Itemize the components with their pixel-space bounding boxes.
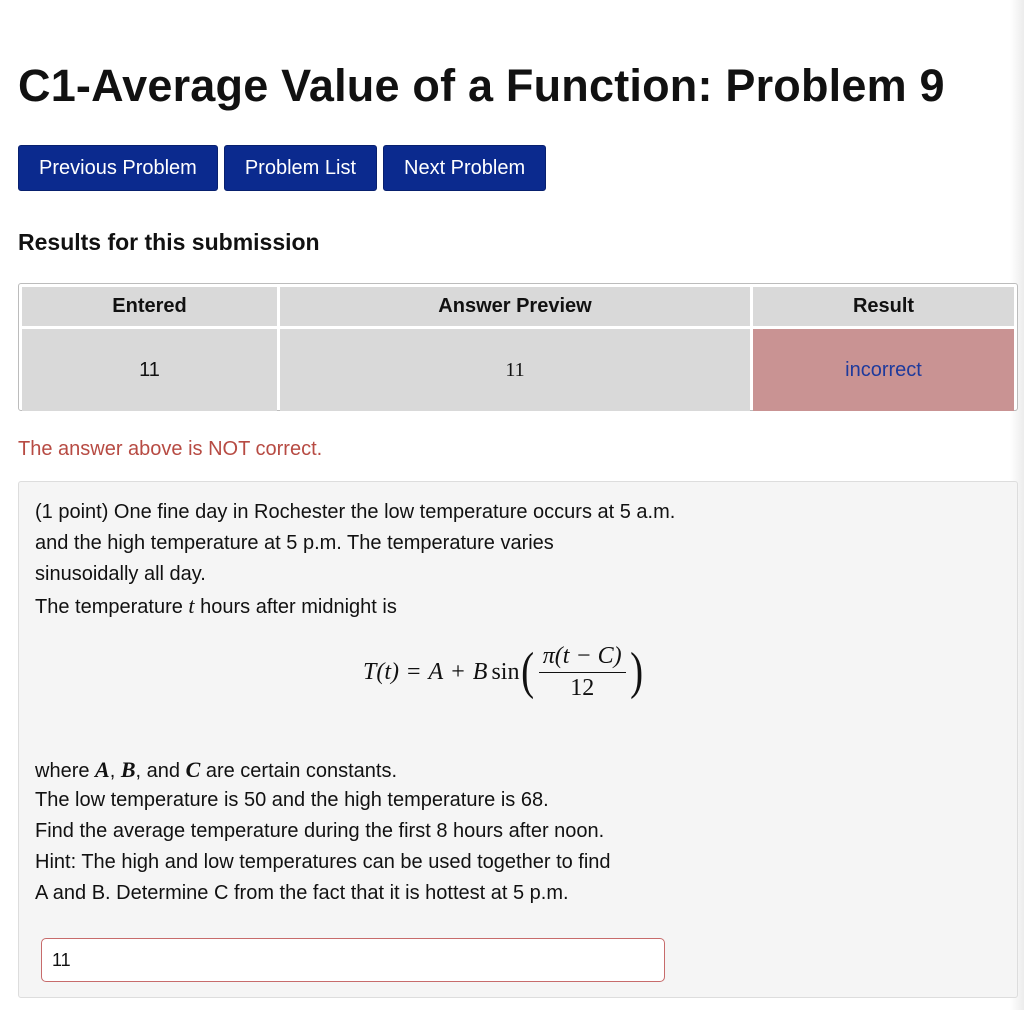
results-heading: Results for this submission	[18, 229, 320, 255]
equation-b: B	[472, 658, 488, 685]
problem-list-button[interactable]: Problem List	[224, 145, 377, 191]
results-row	[22, 329, 1014, 411]
problem-text-line: The low temperature is 50 and the high temperature is 68.	[35, 789, 549, 811]
problem-text-line: Hint: The high and low temperatures can be used together to find	[35, 851, 611, 873]
equation-a: A	[428, 658, 444, 685]
problem-text-line	[35, 590, 397, 623]
column-header-result: Result	[753, 287, 1014, 326]
variable-b: B	[120, 757, 136, 782]
problem-text-line: and the high temperature at 5 p.m. The temperature varies	[35, 532, 554, 554]
fraction-denominator: 12	[570, 674, 595, 701]
text-fragment: hours after midnight is	[194, 596, 397, 618]
column-header-entered: Entered	[22, 287, 277, 326]
equals-sign: =	[407, 658, 421, 685]
results-table-container	[18, 283, 1018, 411]
variable-c: C	[185, 757, 201, 782]
result-status-cell: incorrect	[753, 329, 1014, 411]
next-problem-button[interactable]: Next Problem	[383, 145, 546, 191]
problem-statement-panel	[18, 481, 1018, 998]
fraction-numerator: π(t − C)	[539, 643, 626, 673]
text-fragment: , and	[135, 760, 186, 782]
text-fragment: where	[35, 760, 96, 782]
entered-cell: 11	[22, 329, 277, 411]
problem-text-line: (1 point) One fine day in Rochester the low temperature occurs at 5 a.m.	[35, 501, 676, 523]
variable-a: A	[95, 757, 110, 782]
results-header-row	[22, 287, 1014, 326]
problem-navigation	[18, 145, 546, 191]
temperature-equation	[363, 637, 645, 707]
page-title: C1-Average Value of a Function: Problem 9	[18, 60, 945, 111]
text-fragment: are certain constants.	[200, 760, 398, 782]
problem-text-line: Find the average temperature during the first 8 hours after noon.	[35, 820, 605, 842]
left-paren: (	[521, 643, 535, 700]
problem-text-line: sinusoidally all day.	[35, 563, 206, 585]
right-paren: )	[629, 643, 643, 700]
fraction	[539, 643, 626, 702]
answer-preview-cell: 11	[280, 329, 750, 411]
answer-input[interactable]	[41, 938, 665, 982]
problem-text-line	[35, 754, 397, 787]
results-table	[19, 284, 1017, 414]
equation-lhs: T(t)	[363, 658, 399, 685]
plus-sign: +	[451, 658, 465, 685]
incorrect-message: The answer above is NOT correct.	[18, 438, 323, 460]
sin-function: sin	[491, 658, 520, 685]
column-header-answer-preview: Answer Preview	[280, 287, 750, 326]
previous-problem-button[interactable]: Previous Problem	[18, 145, 218, 191]
text-fragment: ,	[109, 760, 121, 782]
problem-text-line: A and B. Determine C from the fact that it is hottest at 5 p.m.	[35, 882, 569, 904]
text-fragment: The temperature	[35, 596, 189, 618]
variable-t: t	[188, 593, 195, 618]
